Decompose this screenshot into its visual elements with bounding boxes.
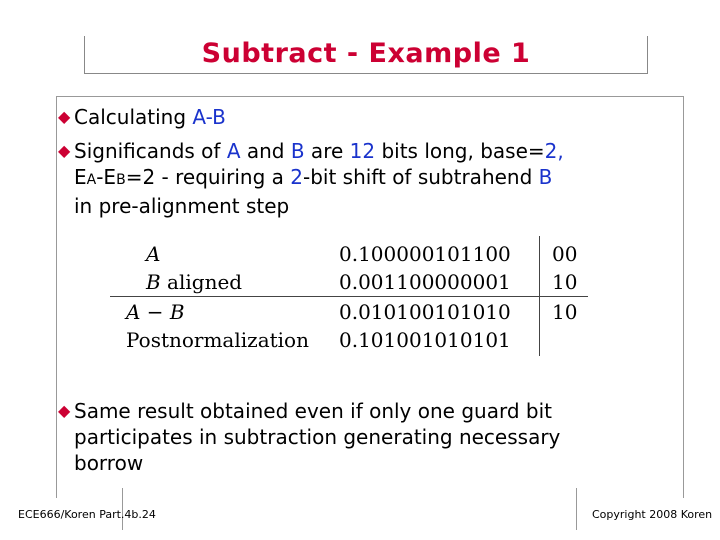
- row-value: 0.100000101100: [339, 242, 511, 266]
- bullet-line: [74, 424, 560, 450]
- table-divider-horizontal: [110, 296, 588, 297]
- row-guard: 10: [552, 270, 578, 294]
- bullet-segment: 2,: [544, 139, 564, 163]
- bullet-segment: Significands of: [74, 139, 227, 163]
- bullet-marker-icon: ◆: [58, 401, 71, 420]
- row-label: B aligned: [146, 270, 243, 294]
- bullet-segment: bits long, base=: [375, 139, 545, 163]
- bullet-marker-icon: ◆: [58, 107, 71, 126]
- bullet-segment: B: [116, 172, 126, 188]
- row-value: 0.101001010101: [339, 328, 511, 352]
- bullet-segment: 2: [290, 165, 303, 189]
- bullet-line: [74, 164, 564, 193]
- bullet-segment: are: [304, 139, 350, 163]
- content-frame-top: [56, 96, 684, 97]
- bullet-segment: participates in subtraction generating necessary: [74, 425, 561, 449]
- bullet-segment: =2 - requiring a: [125, 165, 291, 189]
- row-label: Postnormalization: [126, 328, 309, 352]
- footer-right-divider: [576, 488, 577, 530]
- bullet-line: [74, 398, 560, 424]
- bullet-segment: E: [74, 165, 87, 189]
- bullet-line: [74, 193, 564, 219]
- bullet-line: [74, 450, 560, 476]
- footer-page-id: ECE666/Koren Part.4b.24: [18, 508, 156, 521]
- bullet-segment: B: [290, 139, 305, 163]
- row-label: A: [146, 242, 161, 266]
- bullet-segment: Same result obtained even if only one guard bit: [74, 399, 552, 423]
- bullet-segment: A: [226, 139, 241, 163]
- bullet-segment: borrow: [74, 451, 144, 475]
- bullet-line: [74, 104, 226, 130]
- bullet-segment: -bit shift of subtrahend: [302, 165, 539, 189]
- bullet-segment: Calculating: [74, 105, 193, 129]
- bullet-line: [74, 138, 564, 164]
- bullet-segment: A: [86, 172, 97, 188]
- bullet-segment: in pre-alignment step: [74, 194, 290, 218]
- bullet-segment: -E: [96, 165, 117, 189]
- bullet-segment: A-B: [192, 105, 226, 129]
- row-value: 0.010100101010: [339, 300, 511, 324]
- content-frame-left: [56, 96, 57, 498]
- slide-title: Subtract - Example 1: [201, 38, 531, 69]
- subtraction-table: [110, 236, 590, 356]
- bullet-segment: 12: [349, 139, 376, 163]
- bullet-segment: and: [240, 139, 291, 163]
- row-label: A − B: [126, 300, 185, 324]
- row-guard: 00: [552, 242, 578, 266]
- row-guard: 10: [552, 300, 578, 324]
- bullet-text: [74, 104, 226, 130]
- bullet-text: [74, 398, 560, 476]
- bullet-text: [74, 138, 564, 219]
- bullet-marker-icon: ◆: [58, 141, 71, 160]
- footer-copyright: Copyright 2008 Koren: [592, 508, 713, 521]
- row-value: 0.001100000001: [339, 270, 511, 294]
- content-frame-right: [683, 96, 684, 498]
- bullet-segment: B: [538, 165, 553, 189]
